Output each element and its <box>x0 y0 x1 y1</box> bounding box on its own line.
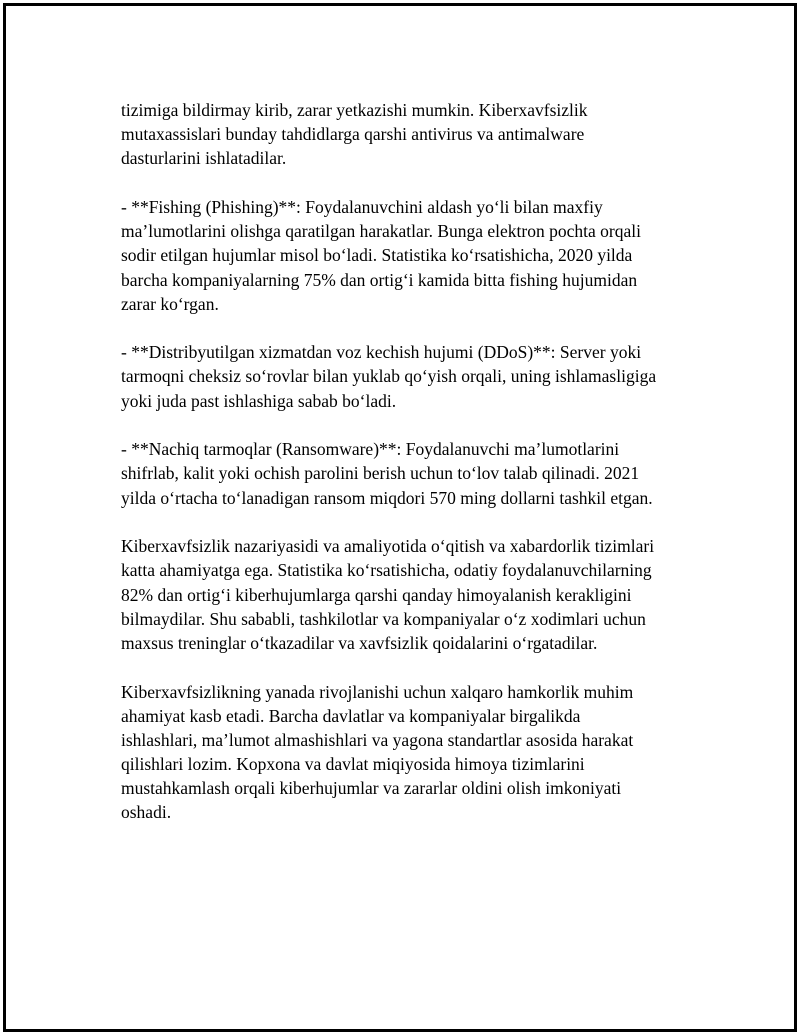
text-line: - **Distribyutilgan xizmatdan voz kechish hujumi (DDoS)**: Server yoki <box>121 342 642 363</box>
text-line: zarar koʻrgan. <box>121 293 219 314</box>
text-line: katta ahamiyatga ega. Statistika koʻrsatishicha, odatiy foydalanuvchilarning <box>121 560 652 581</box>
text-line: shifrlab, kalit yoki ochish parolini berish uchun toʻlov talab qilinadi. 2021 <box>121 463 640 484</box>
text-line: tarmoqni cheksiz soʻrovlar bilan yuklab qoʻyish orqali, uning ishlamasligiga <box>121 366 657 387</box>
text-line: bilmaydilar. Shu sababli, tashkilotlar va kompaniyalar oʻz xodimlari uchun <box>121 608 646 629</box>
paragraph-ddos <box>121 340 721 413</box>
paragraph-malware-intro <box>121 98 721 171</box>
text-line: ishlashlari, maʼlumot almashishlari va yagona standartlar asosida harakat <box>121 729 634 750</box>
text-line: qilishlari lozim. Kopxona va davlat miqiyosida himoya tizimlarini <box>121 754 585 775</box>
text-line: barcha kompaniyalarning 75% dan ortigʻi kamida bitta fishing hujumidan <box>121 269 638 290</box>
page-frame <box>3 3 797 1032</box>
paragraph-training <box>121 534 721 655</box>
text-line: mustahkamlash orqali kiberhujumlar va zararlar oldini olish imkoniyati <box>121 778 622 799</box>
text-line: ahamiyat kasb etadi. Barcha davlatlar va kompaniyalar birgalikda <box>121 705 581 726</box>
text-line: - **Fishing (Phishing)**: Foydalanuvchini aldash yoʻli bilan maxfiy <box>121 196 603 217</box>
paragraph-cooperation <box>121 680 721 825</box>
document-body <box>121 98 721 849</box>
text-line: dasturlarini ishlatadilar. <box>121 148 287 169</box>
text-line: yoki juda past ishlashiga sabab boʻladi. <box>121 390 397 411</box>
text-line: oshadi. <box>121 802 172 823</box>
paragraph-phishing <box>121 195 721 316</box>
text-line: yilda oʻrtacha toʻlanadigan ransom miqdori 570 ming dollarni tashkil etgan. <box>121 487 653 508</box>
text-line: maʼlumotlarini olishga qaratilgan harakatlar. Bunga elektron pochta orqali <box>121 221 641 242</box>
text-line: sodir etilgan hujumlar misol boʻladi. Statistika koʻrsatishicha, 2020 yilda <box>121 245 633 266</box>
text-line: maxsus treninglar oʻtkazadilar va xavfsizlik qoidalarini oʻrgatadilar. <box>121 632 598 653</box>
text-line: 82% dan ortigʻi kiberhujumlarga qarshi qanday himoyalanish kerakligini <box>121 584 632 605</box>
paragraph-ransomware <box>121 437 721 510</box>
text-line: tizimiga bildirmay kirib, zarar yetkazishi mumkin. Kiberxavfsizlik <box>121 100 588 120</box>
text-line: - **Nachiq tarmoqlar (Ransomware)**: Foydalanuvchi maʼlumotlarini <box>121 439 620 460</box>
text-line: mutaxassislari bunday tahdidlarga qarshi antivirus va antimalware <box>121 124 585 145</box>
text-line: Kiberxavfsizlik nazariyasidi va amaliyotida oʻqitish va xabardorlik tizimlari <box>121 536 655 557</box>
text-line: Kiberxavfsizlikning yanada rivojlanishi uchun xalqaro hamkorlik muhim <box>121 681 634 702</box>
